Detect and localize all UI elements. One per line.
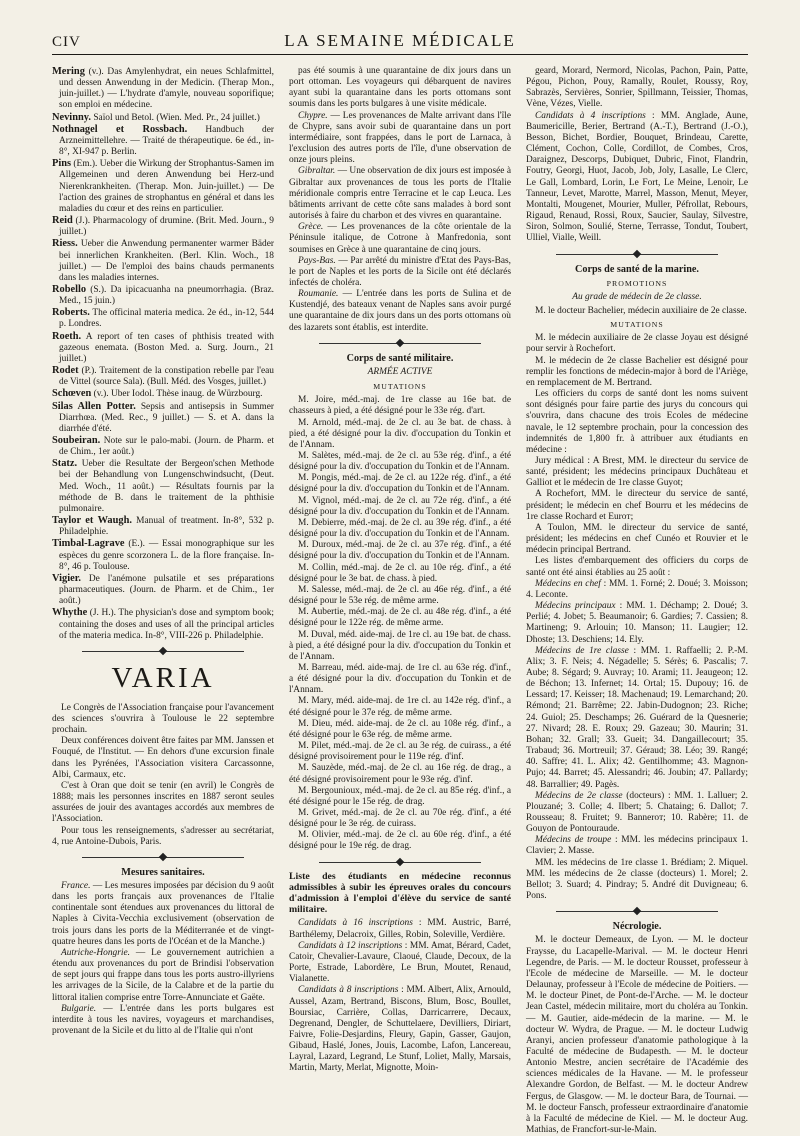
entry-author: Roeth. <box>52 330 82 342</box>
paragraph-text: — Par arrêté du ministre d'Etat des Pays-Bas, le port de Naples et les ports de la Sicile ont été déclarés infectés de choléra. <box>289 255 511 288</box>
necrology-title: Nécrologie. <box>612 921 662 933</box>
navy-mutations-label: MUTATIONS <box>610 320 664 330</box>
mutation-entry: M. Duval, méd. aide-maj. de 1re cl. au 19e bat. de chass. à pied, a été désigné pour la div. d'occupation du Tonkin et de l'Annam. <box>289 629 511 662</box>
mutation-entry: M. Bergounioux, méd.-maj. de 2e cl. au 85e rég. d'inf., a été désigné pour le 15e rég. de drag. <box>289 785 511 807</box>
entry-text: (v.). Das Amylenhydrat, ein neues Schlafmittel, und dessen Anwendung in der Medicin. (Therap Mon., juin-juillet.) — L'hydrate d'amyle, nouveau soporifique; son emploi en médecine. <box>59 67 274 111</box>
mutation-entry: M. Joire, méd.-maj. de 1re classe au 16e bat. de chasseurs à pied, a été désigné pour le 33e rég. d'art. <box>289 395 511 417</box>
paragraph-lead: Roumanie. <box>298 289 339 300</box>
students-list <box>289 918 511 1074</box>
students-title: Liste des étudiants en médecine reconnus admissibles à subir les épreuves orales du concours d'admission à l'emploi d'élève du service de santé militaire. <box>289 870 511 916</box>
varia-paragraph: Pour tous les renseignements, s'adresser au secrétariat, 4, rue Antoine-Dubois, Paris. <box>52 825 274 847</box>
students-paragraph <box>526 66 748 111</box>
entry-text: (S.). Da ipicacuanha na pneumorrhagia. (Braz. Med., 15 juin.) <box>59 284 274 307</box>
entry-text: (E.). — Essai monographique sur les espèces du genre scorzonera L. de la flore française. In-8°, 46 p. Toulouse. <box>59 539 274 572</box>
sanitary-paragraph <box>52 948 274 1004</box>
paragraph-lead: Candidats à 8 inscriptions <box>298 985 399 996</box>
sanitary-paragraph <box>289 166 511 222</box>
sanitary-paragraph <box>289 222 511 255</box>
embarkation-list <box>526 791 748 836</box>
entry-text: Sepsis and antisepsis in Summer Diarrhœa. (Med. Rec., 9 juillet.) — S. et A. dans la diarrhée d'été. <box>59 401 274 434</box>
paragraph-text: — Une observation de dix jours est imposée à Gibraltar aux provenances de tous les ports de l'Italie méridionale compris entre Terracine et le cap Leuca. Les bâtiments arrivant de cette côte sans malades à bord sont autorisés à faire du charbon et des vivres en quarantaine. <box>289 166 511 222</box>
bibliography-entry <box>52 458 274 515</box>
paragraph-lead: Autriche-Hongrie. <box>61 947 130 958</box>
bibliography-entry <box>52 515 274 538</box>
paragraph-text: — L'entrée dans les ports de Sulina et de Kustendjé, des bateaux venant de Naples sans avoir purgé une quarantaine de dix jours dans un des ports ottomans où des lazarets sont établis, est interdite. <box>289 289 511 333</box>
entry-author: Vigier. <box>52 572 81 584</box>
paragraph-lead: Chypre. <box>298 110 328 121</box>
entry-text: (J.). Pharmacology of drumine. (Brit. Med. Journ., 9 juillet.) <box>59 216 274 238</box>
paragraph-lead: Candidats à 12 inscriptions <box>298 940 403 951</box>
mutation-entry: M. Mary, méd. aide-maj. de 1re cl. au 142e rég. d'inf., a été désigné pour le 37e rég. de même arme. <box>289 696 511 718</box>
paragraph-lead: Pays-Bas. <box>298 255 336 266</box>
military-mutations <box>289 395 511 852</box>
mutation-entry: M. Sauzède, méd.-maj. de 2e cl. au 16e rég. de drag., a été désigné provisoirement pour le 93e rég. d'inf. <box>289 763 511 785</box>
mutation-entry: M. Grivet, méd.-maj. de 2e cl. au 70e rég. d'inf., a été désigné pour le 3e rég. de cuirass. <box>289 808 511 830</box>
paragraph-text: — Les provenances de la côte orientale de la Péninsule italique, de Cotrone à Manfredonia, sont soumises en Grèce à une quarantaine de cinq jours. <box>289 222 511 255</box>
sanitary-paragraph <box>52 1004 274 1037</box>
page-number: CIV <box>52 34 81 50</box>
navy-mutations <box>526 333 748 578</box>
section-divider <box>289 856 511 868</box>
mutation-entry: M. Pongis, méd.-maj. de 2e cl. au 122e rég. d'inf., a été désigné pour la div. d'occupation du Tonkin et de l'Annam. <box>289 473 511 495</box>
sanitary-section <box>52 881 274 1037</box>
bibliography-entry <box>52 365 274 388</box>
navy-paragraph: A Toulon, MM. le directeur du service de santé, président; les médecins en chef Cunéo et Rouvier et le médecin principal Bertrand. <box>526 522 748 556</box>
embarkation-list <box>526 646 748 791</box>
mutation-entry: M. Salesse, méd.-maj. de 2e cl. au 46e rég. d'inf., a été désigné pour le 53e rég. de même arme. <box>289 584 511 607</box>
paragraph-lead: Candidats à 4 inscriptions <box>535 110 646 121</box>
journal-title: LA SEMAINE MÉDICALE <box>284 31 516 50</box>
varia-paragraph: Deux conférences doivent être faites par MM. Janssen et Fouqué, de l'Institut. — En dehors d'une excursion finale dans les Pyrénées, l'Association visitera Carcassonne, Albi, Carmaux, etc. <box>52 736 274 780</box>
paragraph-lead: Médecins en chef <box>535 578 601 589</box>
entry-text: Note sur le palo-mabi. (Journ. de Pharm. et de Chim., 1er août.) <box>59 436 274 458</box>
paragraph-text: — L'entrée dans les ports bulgares est interdite à tous les navires, voyageurs et marchandises, provenant de la Sicile et du litto al de l'Italie qui n'ont <box>52 1003 274 1037</box>
bibliography-entry <box>52 538 274 572</box>
bibliography-entry <box>52 215 274 238</box>
mutation-entry: M. Debierre, méd.-maj. de 2e cl. au 39e rég. d'inf., a été désigné pour la div. d'occupation du Tonkin et de l'Annam. <box>289 517 511 540</box>
entry-author: Mering <box>52 66 85 77</box>
entry-text: (v.). Uber Iodol. Thèse inaug. de Würzbourg. <box>91 389 263 400</box>
entry-author: Roberts. <box>52 307 90 319</box>
mutation-entry: M. Vignol, méd.-maj. de 2e cl. au 72e rég. d'inf., a été désigné pour la div. d'occupation du Tonkin et de l'Annam. <box>289 495 511 517</box>
bibliography-entry <box>52 307 274 330</box>
paragraph-text: — Les provenances de Malte arrivant dans l'île de Chypre, sans avoir subi de quarantaine dans un port intermédiaire, sont frappées, dans le port de Larnaca, à l'exclusion des autres ports de l'île, d'une observation de onze jours pleins. <box>289 110 511 166</box>
sanitary-section-continued <box>289 66 511 334</box>
bibliography-entry <box>52 331 274 365</box>
sanitary-paragraph <box>289 256 511 289</box>
entry-text: (P.). Traitement de la constipation rebelle par l'eau de Vittel (source Sala). (Bull. Méd. des Vosges, juillet.) <box>59 366 274 388</box>
navy-paragraph: M. le médecin auxiliaire de 2e classe Joyau est désigné pour servir à Rochefort. <box>526 333 748 355</box>
entry-author: Pins <box>52 158 72 170</box>
entry-author: Soubeiran. <box>52 435 101 446</box>
paragraph-text: geard, Morard, Nermord, Nicolas, Pachon, Pain, Patte, Pégou, Pichon, Pouy, Ramally, Roulet, Roussy, Roy, Sabrazès, Servières, Sonrier, Spillmann, Teissier, Thomas, Vène, Vézes, Vielle. <box>526 66 748 110</box>
sanitary-title: Mesures sanitaires. <box>121 866 205 878</box>
bibliography-entry <box>52 284 274 307</box>
sanitary-paragraph <box>52 881 274 948</box>
navy-paragraph: Jury médical : A Brest, MM. le directeur du service de santé, président; les médecins principaux Duchâteau et Galliot et le médecin de 1re classe Guyot; <box>526 456 748 489</box>
column-left <box>52 66 274 1037</box>
entry-author: Silas Allen Potter. <box>52 400 136 412</box>
embarkation-list <box>526 858 748 903</box>
entry-text: (Em.). Ueber die Wirkung der Strophantus-Samen im Allgemeinen und deren Anwendung bei Herz-und Nierenkrankheiten. (Therap. Mon. Juin-juillet.) — De l'action des graines de strophantus en général et dans les maladies du cœur et des reins en particulier. <box>59 159 274 214</box>
paragraph-lead: Médecins principaux <box>535 601 616 612</box>
sanitary-paragraph <box>289 289 511 334</box>
necrology-text: M. le docteur Demeaux, de Lyon. — M. le docteur Fraysse, du Lacapelle-Marival. — M. le docteur Henri Legendre, de Paris. — M. le docteur Rousset, professeur à l'Ecole de médecine de Marseille. — M. le docteur Delaunay, professeur à l'Ecole de médecine de Poitiers. — M. le docteur Pinet, de Pont-de-l'Arche. — M. le docteur Jean Castel, médecin militaire, mort du choléra au Tonkin. — M. Gautier, aide-médecin de la marine. — M. le docteur W. Wydra, de Prague. — M. le docteur Ludwig Aranyi, ancien professeur d'anatomie pathologique à la Faculté de médecine de Budapesth. — M. le docteur Antonio Mestre, ancien secrétaire de l'Académie des sciences médicales de la Havane. — M. le professeur Alexandre Gordon, de Belfast. — M. le docteur Andrew Fergus, de Glasgow. — M. le docteur Bara, de Tournai. — M. le docteur Fansch, professeur extraordinaire d'anatomie à la Faculté de médecine de Kiel. — M. le docteur Aug. Mathias, de Francfort-sur-le-Main. <box>526 935 748 1136</box>
embarkation-list <box>526 601 748 646</box>
entry-author: Timbal-Lagrave <box>52 538 125 550</box>
paragraph-text: : MM. 1. Raffaelli; 2. P.-M. Alix; 3. F. Neis; 4. Négadelle; 5. Sérès; 6. Pascalis; 7. Aube; 8. Ségard; 9. Auvray; 10. Arami; 11. Jeaugeon; 12. de Béchon; 13. Infernet; 14. Ortal; 15. Dupouy; 16. de Lessard; 17. Keisser; 18. Machenaud; 19. Lemarchand; 20. Rémond; 21. Barrême; 22. Jabin-Dudognon; 23. Riche; 24. Guiol; 25. Deschamps; 26. Guérard de la Quesnerie; 27. Nivard; 28. E. Roux; 29. Gazeau; 30. Maurin; 31. Bohan; 32. Grall; 33. Gueit; 34. Dangaillecourt; 35. Trabaud; 36. Mortreuil; 37. Géraud; 38. Léo; 39. Rangé; 40. Saffre; 41. L. Alix; 42. Gentilhomme; 43. Magnon-Pujo; 44. Barret; 45. Alessandri; 46. Joubin; 47. Pallardy; 48. Barrallier; 49. Pagès. <box>526 645 748 790</box>
paragraph-lead: Médecins de 1re classe <box>535 645 629 656</box>
entry-author: Robello <box>52 283 87 295</box>
navy-paragraph: Les listes d'embarquement des officiers du corps de santé ont été ainsi établies au 25 août : <box>526 556 748 578</box>
paragraph-text: — Le gouvernement autrichien a étendu aux provenances du port de Brindisi l'observation de sept jours qui frappe dans tous les ports austro-illyriens les arrivages de la Sicile, de la Calabre et de la partie du littoral italien comprise entre Torre-Annunciate et Gaëte. <box>52 947 274 1003</box>
navy-paragraph: Les officiers du corps de santé dont les noms suivent sont désignés pour faire partie des jurys du concours qui s'ouvrira, dans chacune des trois Ecoles de médecine navale, le 12 septembre prochain, pour la concession des indemnités de 1,800 fr. à attribuer aux étudiants en médecine : <box>526 389 748 455</box>
mutation-entry: M. Collin, méd.-maj. de 2e cl. au 10e rég. d'inf., a été désigné pour le 3e bat. de chass. à pied. <box>289 562 511 584</box>
mutation-entry: M. Duroux, méd.-maj. de 2e cl. au 37e rég. d'inf., a été désigné pour la div. d'occupation du Tonkin et de l'Annam. <box>289 540 511 562</box>
mutation-entry: M. Arnold, méd.-maj. de 2e cl. au 3e bat. de chass. à pied, a été désigné pour la div. d'occupation du Tonkin et de l'Annam. <box>289 417 511 450</box>
column-middle <box>289 66 511 1075</box>
bibliography-entry <box>52 573 274 607</box>
paragraph-lead: Candidats à 16 inscriptions <box>298 918 413 929</box>
students-list-continued <box>526 66 748 245</box>
varia-paragraph: Le Congrès de l'Association française pour l'avancement des sciences s'ouvrira à Toulouse le 22 septembre prochain. <box>52 702 274 736</box>
varia-section <box>52 703 274 848</box>
students-paragraph <box>289 941 511 986</box>
paragraph-text: : MM. les médecins principaux 1. Clavier; 2. Masse. <box>526 835 748 857</box>
promotion-subtitle: Au grade de médecin de 2e classe. <box>572 291 702 302</box>
paragraph-text: : MM. Anglade, Aune, Baumericille, Berier, Bertrand (A.-T.), Bertrand (J.-O.), Besson, Bichet, Bordier, Bouquet, Brindeau, Carette, Clément, Cochon, Colle, Cordillot, de Combes, Cros, Daraignez, Descorps, Dubiquet, Dubric, Finot, Flandrin, Foutry, Georgi, Huot, Jacob, Job, Joly, Lasalle, Le Clerc, Le Gall, Lombard, Lorin, Le Fort, Le Meine, Lenoir, Le Tanneur, Levet, Marotte, Marrel, Masson, Menut, Meyer, Montalti, Mougenet, Mourier, Muller, Péfrollat, Rebours, Rigaud, Renaud, Rossi, Roux, Saucier, Saulay, Silvestre, Siron, Solmon, Soulié, Sterne, Terrasse, Tondut, Toubert, Ulliel, Vialle, Weill. <box>526 110 748 244</box>
military-title: Corps de santé militaire. <box>346 352 454 364</box>
mutation-entry: M. Barreau, méd. aide-maj. de 1re cl. au 63e rég. d'inf., a été désigné pour la div. d'occupation du Tonkin et de l'Annam. <box>289 662 511 696</box>
bibliography-entry <box>52 401 274 435</box>
entry-author: Reid <box>52 215 73 227</box>
students-paragraph <box>289 985 511 1074</box>
entry-text: Ueber die Anwendung permanenter warmer Bäder bei innerlichen Krankheiten. (Berl. Klin. Woch., 18 juillet.) — De l'emploi des bains chauds permanents dans les maladies internes. <box>59 239 274 283</box>
bibliography-entry <box>52 158 274 215</box>
paragraph-text: : MM. Albert, Alix, Arnould, Aussel, Azam, Bertrand, Biscons, Blum, Bosc, Boullet, Boursiac, Carrière, Collas, Darricarrere, Decaux, Degrenand, Dengler, de Schuttelaere, Devilliers, Diriart, Faivre, Folie-Desjardins, Fleury, Gapin, Gasser, Gaujon, Gibaud, Haslé, Jones, Jouis, Lacombe, Lafon, Lancereau, Layral, Lazard, Legrand, Le Stunf, Loliet, Mally, Marsais, Martin, Marty, Merlat, Mignotte, Moin- <box>289 985 511 1074</box>
bibliography-entry <box>52 388 274 400</box>
paragraph-lead: Bulgarie. <box>61 1003 97 1014</box>
promotion-text: M. le docteur Bachelier, médecin auxiliaire de 2e classe. <box>535 305 747 316</box>
entry-author: Whythe <box>52 607 88 619</box>
varia-title: VARIA <box>111 661 215 694</box>
promotions-label: PROMOTIONS <box>606 278 668 288</box>
column-right <box>526 66 748 1136</box>
navy-title: Corps de santé de la marine. <box>575 263 699 275</box>
entry-text: A report of ten cases of phthisis treated with gazeous enemata. (Boston Med. a. Surg. Journ., 21 juillet.) <box>59 331 274 364</box>
section-divider <box>52 851 274 863</box>
paragraph-lead: Gibraltar. <box>298 166 336 177</box>
entry-author: Taylor et Waugh. <box>52 515 132 527</box>
paragraph-lead: Médecins de 2e classe <box>535 790 623 801</box>
mutation-entry: M. Pilet, méd.-maj. de 2e cl. au 3e rég. de cuirass., a été désigné provisoirement pour le 119e rég. d'inf. <box>289 741 511 763</box>
army-subtitle: ARMÉE ACTIVE <box>367 366 433 377</box>
paragraph-text: : MM. Austric, Barré, Barthélemy, Delacroix, Gilles, Robin, Soleville, Verdière. <box>289 918 511 940</box>
students-paragraph <box>526 111 748 245</box>
mutation-entry: M. Olivier, méd.-maj. de 2e cl. au 60e rég. d'inf., a été désigné pour le 19e rég. de drag. <box>289 830 511 852</box>
running-header <box>52 28 748 55</box>
bibliography-entry <box>52 124 274 158</box>
mutation-entry: M. Salètes, méd.-maj. de 2e cl. au 53e rég. d'inf., a été désigné pour la div. d'occupation du Tonkin et de l'Annam. <box>289 451 511 473</box>
paragraph-text: — Les mesures imposées par décision du 9 août dans les ports français aux provenances de l'Italie continentale sont étendues aux provenances du littoral de Naples à Civita-Vecchia exclusivement (observation de trois jours dans les ports de la Méditerranée et de vingt-quatre heures dans les ports de l'Océan et de la Manche.) <box>52 881 274 947</box>
bibliography-entry <box>52 435 274 458</box>
section-divider <box>526 905 748 917</box>
entry-author: Nevinny. <box>52 111 91 123</box>
section-divider <box>52 645 274 657</box>
entry-text: Manual of treatment. In-8°, 532 p. Philadelphie. <box>59 516 274 538</box>
entry-text: De l'anémone pulsatile et ses préparations pharmaceutiques. (Journ. de Pharm. et de Chim., 1er août.) <box>59 573 274 607</box>
mutation-entry: M. Aubertie, méd.-maj. de 2e cl. au 48e rég. d'inf., a été désigné pour le 122e rég. de même arme. <box>289 607 511 629</box>
entry-author: Nothnagel et Rossbach. <box>52 123 188 135</box>
bibliography-entry <box>52 112 274 124</box>
paragraph-text: MM. les médecins de 1re classe 1. Brédiam; 2. Miquel. MM. les médecins de 2e classe (docteurs) 1. Morel; 2. Bellot; 3. Suard; 4. Pindray; 5. André dit Duvigneau; 6. Pons. <box>526 857 748 902</box>
bibliography-entry <box>52 238 274 284</box>
section-divider <box>526 248 748 260</box>
navy-paragraph: A Rochefort, MM. le directeur du service de santé, président; le médecin en chef Bourru et les médecins de 1re classe Rochard et Euroт; <box>526 489 748 522</box>
paragraph-lead: Médecins de troupe <box>535 835 612 846</box>
embarkation-lists <box>526 579 748 903</box>
mutations-label: MUTATIONS <box>373 382 427 392</box>
sanitary-paragraph <box>289 66 511 111</box>
entry-author: Schœven <box>52 388 92 400</box>
students-paragraph <box>289 918 511 940</box>
varia-paragraph: C'est à Oran que doit se tenir (en avril) le Congrès de 1888; mais les personnes inscrites en 1887 seront seules assurées de jouir des avantages accordés aux membres de l'Association. <box>52 780 274 825</box>
entry-author: Rodet <box>52 365 79 377</box>
bibliography-entry <box>52 607 274 641</box>
embarkation-list <box>526 579 748 601</box>
entry-text: Ueber die Resultate der Bergeon'schen Methode bei der Behandlung von Lungenschwindsucht, (Deut. Med. Woch., 11 août.) — Résultats fournis par la méthode de B. dans le traitement de la phthisie pulmonaire. <box>59 459 274 514</box>
entry-text: Saïol und Betol. (Wien. Med. Pr., 24 juillet.) <box>90 112 260 123</box>
paragraph-text: pas été soumis à une quarantaine de dix jours dans un port ottoman. Les voyageurs qui débarquent de navires ayant subi la quarantaine dans les ports ottomans sont soumis dans les ports bulgares à une visite médicale. <box>289 66 511 110</box>
entry-text: (J. H.). The physician's dose and symptom book; containing the doses and uses of all the principal articles of the materia medica. In-8°, VIII-226 p. Philadelphie. <box>59 608 274 641</box>
entry-author: Riess. <box>52 238 78 250</box>
paragraph-text: (docteurs) : MM. 1. Lalluer; 2. Plouzané; 3. Colle; 4. Ilbert; 5. Chataing; 6. Dallot; 7. Rousseau; 8. Fruitet; 9. Banneroт; 10. Rabère; 11. de Gouyon de Pontouraude. <box>526 790 749 835</box>
entry-text: Handbuch der Arzneimittellehre. — Traité de thérapeutique. 6e éd., in-8°, XI-947 p. Berlin. <box>59 124 274 158</box>
navy-paragraph: M. le médecin de 2e classe Bachelier est désigné pour remplir les fonctions de médecin-major à bord de l'Ariège, en remplacement de M. Bertrand. <box>526 355 748 388</box>
paragraph-text: : MM. 1. Déchamp; 2. Doué; 3. Perlié; 4. Jobet; 5. Beaumanoir; 6. Gardies; 7. Cassien; 8. Martineng; 9. Arlouin; 10. Manson; 11. Laugier; 12. Dhoste; 13. Deschiens; 14. Ely. <box>526 601 748 645</box>
paragraph-text: : MM. 1. Forné; 2. Doué; 3. Moisson; 4. Leconte. <box>526 578 748 600</box>
bibliography-list <box>52 66 274 642</box>
paragraph-lead: Grèce. <box>298 222 324 233</box>
section-divider <box>289 337 511 349</box>
mutation-entry: M. Dieu, méd. aide-maj. de 2e cl. au 108e rég. d'inf., a été désigné pour le 63e rég. de même arme. <box>289 718 511 740</box>
sanitary-paragraph <box>289 111 511 167</box>
entry-text: The officinal materia medica. 2e éd., in-12, 544 p. Londres. <box>59 308 274 330</box>
paragraph-text: : MM. Amat, Bérard, Cadet, Catoir, Chevalier-Lavaure, Claoué, Claude, Decoux, de la Porte, Estrade, Labordère, Le Brun, Moutet, Renaud, Vialanette. <box>289 940 512 985</box>
paragraph-lead: France. <box>61 881 91 891</box>
bibliography-entry <box>52 66 274 112</box>
entry-author: Statz. <box>52 458 78 470</box>
embarkation-list <box>526 835 748 857</box>
